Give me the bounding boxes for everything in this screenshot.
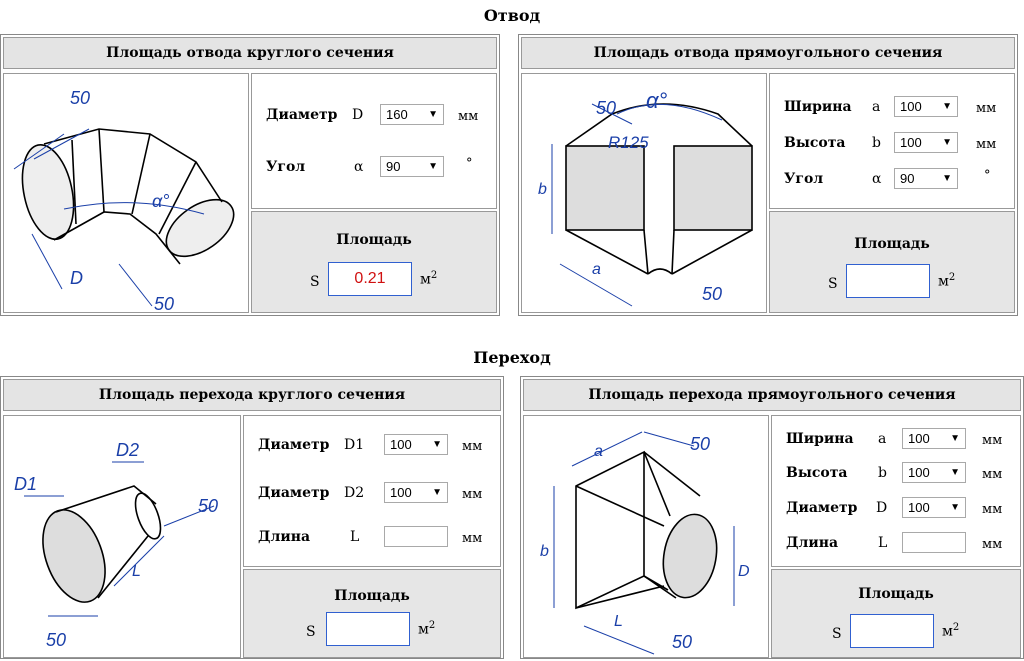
params-transition-round: [243, 415, 501, 567]
transition-round-d1-label: D1: [14, 474, 38, 494]
area-symbol: S: [832, 626, 842, 642]
result-transition-round: [243, 569, 501, 658]
transition-round-dim1-label: 50: [198, 496, 219, 516]
panel-title: Площадь отвода прямоугольного сечения: [521, 37, 1015, 69]
symbol-d: D: [352, 107, 364, 123]
section-title-transition: Переход: [473, 348, 551, 367]
label-width: Ширина: [786, 431, 854, 447]
result-elbow-round: [251, 211, 497, 313]
symbol-d2: D2: [344, 485, 365, 501]
unit-mm: мм: [976, 137, 997, 152]
elbow-round-dim2-label: 50: [154, 294, 175, 312]
transition-round-drawing: [4, 416, 240, 657]
transition-rect-dim1-label: 50: [690, 434, 711, 454]
panel-title: Площадь отвода круглого сечения: [3, 37, 497, 69]
triangle-down-icon: ▼: [950, 467, 960, 478]
area-output[interactable]: [846, 264, 930, 298]
triangle-down-icon: ▼: [942, 101, 952, 112]
area-symbol: S: [310, 274, 320, 290]
transition-rect-b-label: b: [540, 543, 549, 560]
elbow-rect-radius-label: R125: [608, 133, 649, 152]
panel-title: Площадь перехода круглого сечения: [3, 379, 501, 411]
area-symbol: S: [828, 276, 838, 292]
select-d1[interactable]: 100 ▼: [384, 434, 448, 455]
unit-mm: мм: [982, 502, 1003, 517]
unit-mm: мм: [976, 101, 997, 116]
area-title: Площадь: [858, 586, 934, 602]
triangle-down-icon: ▼: [428, 161, 438, 172]
area-title: Площадь: [334, 588, 410, 604]
triangle-down-icon: ▼: [942, 173, 952, 184]
row-length: [244, 526, 500, 550]
transition-rect-d-label: D: [738, 563, 750, 580]
select-diameter[interactable]: 160 ▼: [380, 104, 444, 125]
unit-mm: мм: [458, 109, 479, 124]
transition-rect-drawing: [524, 416, 768, 657]
transition-round-length-label: L: [132, 563, 141, 580]
row-length: [772, 532, 1020, 556]
unit-degree: °: [984, 168, 991, 183]
elbow-rect-b-label: b: [538, 181, 547, 198]
symbol-alpha: α: [872, 171, 882, 187]
transition-rect-length-label: L: [614, 613, 623, 630]
row-angle: [770, 168, 1014, 192]
elbow-round-dim1-label: 50: [70, 88, 91, 108]
unit-mm: мм: [462, 531, 483, 546]
elbow-rect-dim1-label: 50: [596, 98, 617, 118]
transition-round-d2-label: D2: [116, 440, 140, 460]
area-output[interactable]: [326, 612, 410, 646]
params-transition-rect: [771, 415, 1021, 567]
unit-mm: мм: [462, 487, 483, 502]
triangle-down-icon: ▼: [950, 433, 960, 444]
triangle-down-icon: ▼: [428, 109, 438, 120]
label-width: Ширина: [784, 99, 852, 115]
triangle-down-icon: ▼: [950, 502, 960, 513]
row-width: [770, 96, 1014, 120]
label-angle: Угол: [266, 159, 306, 175]
area-unit: $м^2$: [418, 620, 436, 638]
elbow-rect-angle-label: α°: [646, 88, 668, 113]
diagram-transition-rect: [523, 415, 769, 658]
select-angle[interactable]: 90 ▼: [894, 168, 958, 189]
label-height: Высота: [786, 465, 848, 481]
symbol-d: D: [876, 500, 888, 516]
triangle-down-icon: ▼: [432, 439, 442, 450]
elbow-rect-a-label: a: [592, 261, 601, 278]
label-length: Длина: [786, 535, 839, 551]
elbow-round-drawing: [4, 74, 248, 312]
label-d2: Диаметр: [258, 485, 330, 501]
symbol-d1: D1: [344, 437, 365, 453]
transition-rect-dim2-label: 50: [672, 632, 693, 652]
symbol-l: L: [350, 529, 360, 545]
area-unit: $м^2$: [938, 272, 956, 290]
input-length[interactable]: [902, 532, 966, 553]
elbow-rect-dim2-label: 50: [702, 284, 723, 304]
symbol-a: a: [878, 431, 887, 447]
row-angle: [252, 156, 496, 180]
diagram-transition-round: [3, 415, 241, 658]
panel-title: Площадь перехода прямоугольного сечения: [523, 379, 1021, 411]
label-diameter: Диаметр: [786, 500, 858, 516]
unit-mm: мм: [462, 439, 483, 454]
symbol-a: a: [872, 99, 881, 115]
row-diameter: [772, 497, 1020, 521]
triangle-down-icon: ▼: [432, 487, 442, 498]
select-height[interactable]: 100 ▼: [894, 132, 958, 153]
unit-mm: мм: [982, 467, 1003, 482]
triangle-down-icon: ▼: [942, 137, 952, 148]
label-length: Длина: [258, 529, 311, 545]
symbol-l: L: [878, 535, 888, 551]
area-symbol: S: [306, 624, 316, 640]
select-d2[interactable]: 100 ▼: [384, 482, 448, 503]
select-diameter[interactable]: 100 ▼: [902, 497, 966, 518]
section-title-elbow: Отвод: [483, 6, 541, 25]
area-unit: $м^2$: [942, 622, 960, 640]
select-height[interactable]: 100 ▼: [902, 462, 966, 483]
select-angle[interactable]: 90 ▼: [380, 156, 444, 177]
select-width[interactable]: 100 ▼: [894, 96, 958, 117]
label-d1: Диаметр: [258, 437, 330, 453]
symbol-b: b: [878, 465, 887, 481]
row-diameter: [252, 104, 496, 128]
select-width[interactable]: 100 ▼: [902, 428, 966, 449]
area-title: Площадь: [336, 232, 412, 248]
symbol-alpha: α: [354, 159, 364, 175]
label-angle: Угол: [784, 171, 824, 187]
params-elbow-round: [251, 73, 497, 209]
row-height: [772, 462, 1020, 486]
result-elbow-rect: [769, 211, 1015, 313]
elbow-rect-drawing: [522, 74, 766, 312]
input-length[interactable]: [384, 526, 448, 547]
params-elbow-rect: [769, 73, 1015, 209]
unit-mm: мм: [982, 433, 1003, 448]
label-height: Высота: [784, 135, 846, 151]
area-unit: $м^2$: [420, 270, 438, 288]
row-width: [772, 428, 1020, 452]
panel-transition-rect: [520, 376, 1024, 659]
row-height: [770, 132, 1014, 156]
elbow-round-dia-label: D: [70, 268, 83, 288]
panel-transition-round: [0, 376, 504, 659]
panel-elbow-round: [0, 34, 500, 316]
elbow-round-angle-label: α°: [152, 191, 170, 211]
symbol-b: b: [872, 135, 881, 151]
unit-mm: мм: [982, 537, 1003, 552]
panel-elbow-rect: [518, 34, 1018, 316]
result-transition-rect: [771, 569, 1021, 658]
area-output[interactable]: 0.21: [328, 262, 412, 296]
diagram-elbow-rect: [521, 73, 767, 313]
area-title: Площадь: [854, 236, 930, 252]
row-d2: [244, 482, 500, 506]
label-diameter: Диаметр: [266, 107, 338, 123]
area-output[interactable]: [850, 614, 934, 648]
diagram-elbow-round: [3, 73, 249, 313]
unit-degree: °: [466, 156, 473, 171]
row-d1: [244, 434, 500, 458]
transition-rect-a-label: a: [594, 443, 603, 460]
transition-round-dim2-label: 50: [46, 630, 67, 650]
